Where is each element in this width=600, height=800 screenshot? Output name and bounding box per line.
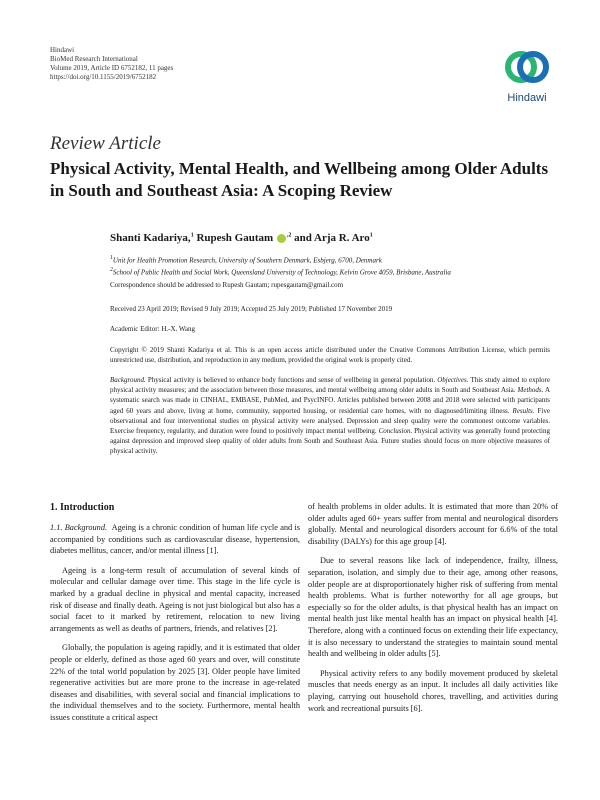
section-heading-introduction: 1. Introduction [50, 502, 115, 513]
article-type: Review Article [50, 133, 161, 154]
affiliations [110, 253, 550, 278]
author-3[interactable]: and Arja R. Aro [294, 232, 370, 244]
academic-editor: Academic Editor: H.-X. Wang [110, 325, 196, 333]
copyright-notice: Copyright © 2019 Shanti Kadariya et al. This is an open access article distributed under the Creative Commons Attribution License, which permits unrestricted use, distribution, and reproduction in any medium, provided the original work is properly cited. [110, 346, 550, 364]
left-column [50, 522, 300, 732]
affiliation-2: $^2$School of Public Health and Social Work, Queensland University of Technology, Kelvin Grove 4059, Brisbane, Australia [110, 267, 451, 277]
abstract: Background. Physical activity is believed to enhance body functions and sense of wellbeing in general population. Objectives. This study aimed to explore physical activity measures; and the association between those measures, and mental wellbeing among older adults in South and Southeast Asia. Methods. A systematic search was made in CINHAL, EMBASE, PubMed, and PsycINFO. Articles published between 2008 and 2018 were selected with participants aged 60 years and above, living at home, community, supported housing, or residential care homes, with no diagnosed/limiting illness. Results. Five observational and four interventional studies on physical activity were analysed. Depression and sleep quality were the commonest outcome variables. Exercise frequency, regularity, and duration were found to positively impact mental wellbeing. Conclusion. Physical activity was generally found protecting against depression and improved sleep quality of older adults from South and Southeast Asia. Future studies should focus on more objective measures of physical activity. [110, 376, 550, 456]
paragraph: Physical activity refers to any bodily movement produced by skeletal muscles that needs energy as an input. It includes all daily activities like playing, carrying out household chores, travelling, and activities during work and recreational pursuits [6]. [308, 668, 558, 713]
correspondence: Correspondence should be addressed to Rupesh Gautam; rupesgautam@gmail.com [110, 281, 344, 289]
doi-link[interactable]: https://doi.org/10.1155/2019/6752182 [50, 73, 157, 81]
journal-name: BioMed Research International [50, 55, 138, 63]
paragraph: Globally, the population is ageing rapidly, and it is estimated that older people or elderly, defined as those aged 60 years and over, will constitute 22% of the total world population by 2025 [3]. Older people have limited regenerative activities but are more prone to the increase in age-related diseases and disabilities, with several social and financial implications to the individual themselves and to the society. Furthermore, mental health issues constitute a critical aspect [50, 643, 300, 722]
hindawi-logo [496, 42, 558, 108]
hindawi-logo-icon [496, 42, 558, 92]
affiliation-1: $^1$Unit for Health Promotion Research, University of Southern Denmark, Esbjerg, 6700, Denmark [110, 255, 382, 265]
paragraph: Due to several reasons like lack of independence, frailty, illness, separation, isolation, and simply due to their age, among other reasons, older people are at disproportionately higher risk of suffering from mental health problems. What is further noteworthy for all age groups, but especially so for the older adults, is that physical health has an impact on mental health just like mental health has an impact on physical health [4]. Therefore, along with a continued focus on extending their life expectancy, it is also necessary to understand the strategies to maintain sound mental health and wellbeing in older adults [5]. [308, 556, 558, 659]
author-2[interactable]: Rupesh Gautam [196, 232, 274, 244]
author-2-sup: ,2 [286, 232, 292, 239]
paragraph: of health problems in older adults. It is estimated that more than 20% of older adults aged 60+ years suffer from mental and neurological disorders globally. Mental and neurological disorders account for 6.6% of the total disability (DALYs) for this age group [4]. [308, 502, 558, 546]
paragraph: 1.1. Background. Ageing is a chronic condition of human life cycle and is accompanied by conditions such as cardiovascular disease, hypertension, diabetes mellitus, cancer, and/or mental illness [1]. [50, 523, 300, 556]
subsection-label: 1.1. Background. [50, 523, 108, 532]
article-title: Physical Activity, Mental Health, and Wellbeing among Older Adults in South and Southeast Asia: A Scoping Review [50, 159, 549, 200]
logo-text: Hindawi [507, 92, 547, 104]
author-1[interactable]: Shanti Kadariya, [110, 232, 191, 244]
publisher-name: Hindawi [50, 46, 75, 54]
journal-header [50, 46, 173, 82]
volume-info: Volume 2019, Article ID 6752182, 11 pages [50, 64, 174, 72]
author-3-sup: 1 [369, 232, 373, 239]
paragraph: Ageing is a long-term result of accumulation of several kinds of molecular and cellular damage over time. This stage in the life cycle is marked by a gradual decline in physical and mental capacity, increased risk of disease and finally death. Ageing is not just biological but also has a social facet to it marked by retirement, relocation to new living arrangements as well as deaths of partners, friends, and relatives [2]. [50, 565, 301, 633]
right-column [308, 501, 558, 722]
author-list [110, 232, 373, 244]
orcid-icon[interactable] [277, 234, 286, 243]
author-1-sup: 1 [190, 232, 194, 239]
article-dates: Received 23 April 2019; Revised 9 July 2019; Accepted 25 July 2019; Published 17 November 2019 [110, 305, 393, 313]
